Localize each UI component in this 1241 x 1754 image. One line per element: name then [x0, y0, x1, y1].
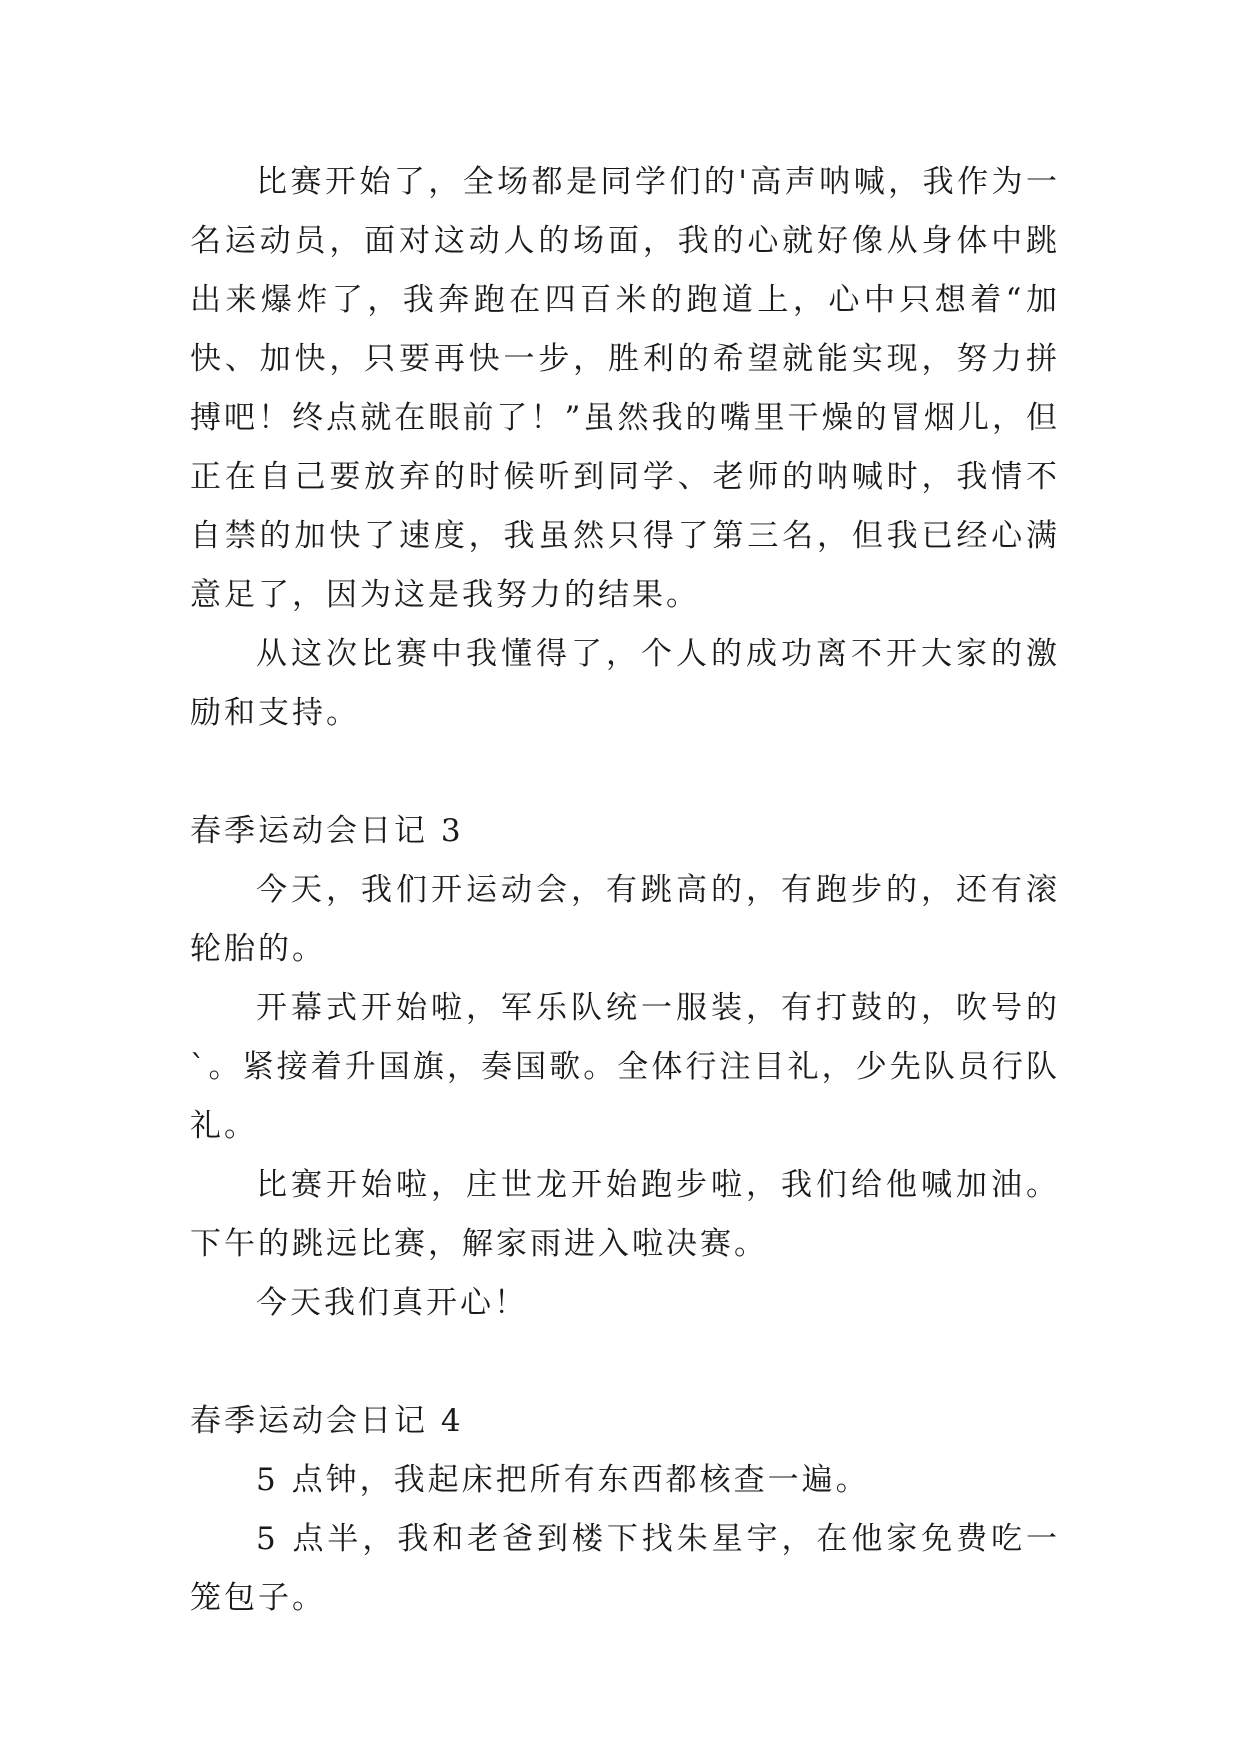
diary-section-3	[190, 802, 1060, 1333]
document-page	[190, 153, 1060, 1628]
diary-section-4	[190, 1392, 1060, 1628]
paragraph: 今天，我们开运动会，有跳高的，有跑步的，还有滚轮胎的。	[190, 872, 1060, 967]
paragraph: 今天我们真开心！	[256, 1285, 528, 1321]
section-gap	[190, 1333, 1060, 1392]
paragraph: 5 点半，我和老爸到楼下找朱星宇，在他家免费吃一笼包子。	[190, 1521, 1060, 1616]
paragraph: 5 点钟，我起床把所有东西都核查一遍。	[256, 1462, 870, 1498]
diary-section-1	[190, 153, 1060, 743]
section-gap	[190, 743, 1060, 802]
paragraph: 比赛开始啦，庄世龙开始跑步啦，我们给他喊加油。下午的跳远比赛，解家雨进入啦决赛。	[190, 1167, 1060, 1262]
section-heading: 春季运动会日记 3	[190, 813, 464, 849]
paragraph: 比赛开始了，全场都是同学们的'高声呐喊，我作为一名运动员，面对这动人的场面，我的心就好像从身体中跳出来爆炸了，我奔跑在四百米的跑道上，心中只想着“加快、加快，只要再快一步，胜利的希望就能实现，努力拼搏吧！终点就在眼前了！”虽然我的嘴里干燥的冒烟儿，但正在自己要放弃的时候听到同学、老师的呐喊时，我情不自禁的加快了速度，我虽然只得了第三名，但我已经心满意足了，因为这是我努力的结果。	[190, 164, 1060, 613]
paragraph: 从这次比赛中我懂得了，个人的成功离不开大家的激励和支持。	[190, 636, 1060, 731]
paragraph: 开幕式开始啦，军乐队统一服装，有打鼓的，吹号的`。紧接着升国旗，奏国歌。全体行注目礼，少先队员行队礼。	[190, 990, 1060, 1144]
section-heading: 春季运动会日记 4	[190, 1403, 464, 1439]
